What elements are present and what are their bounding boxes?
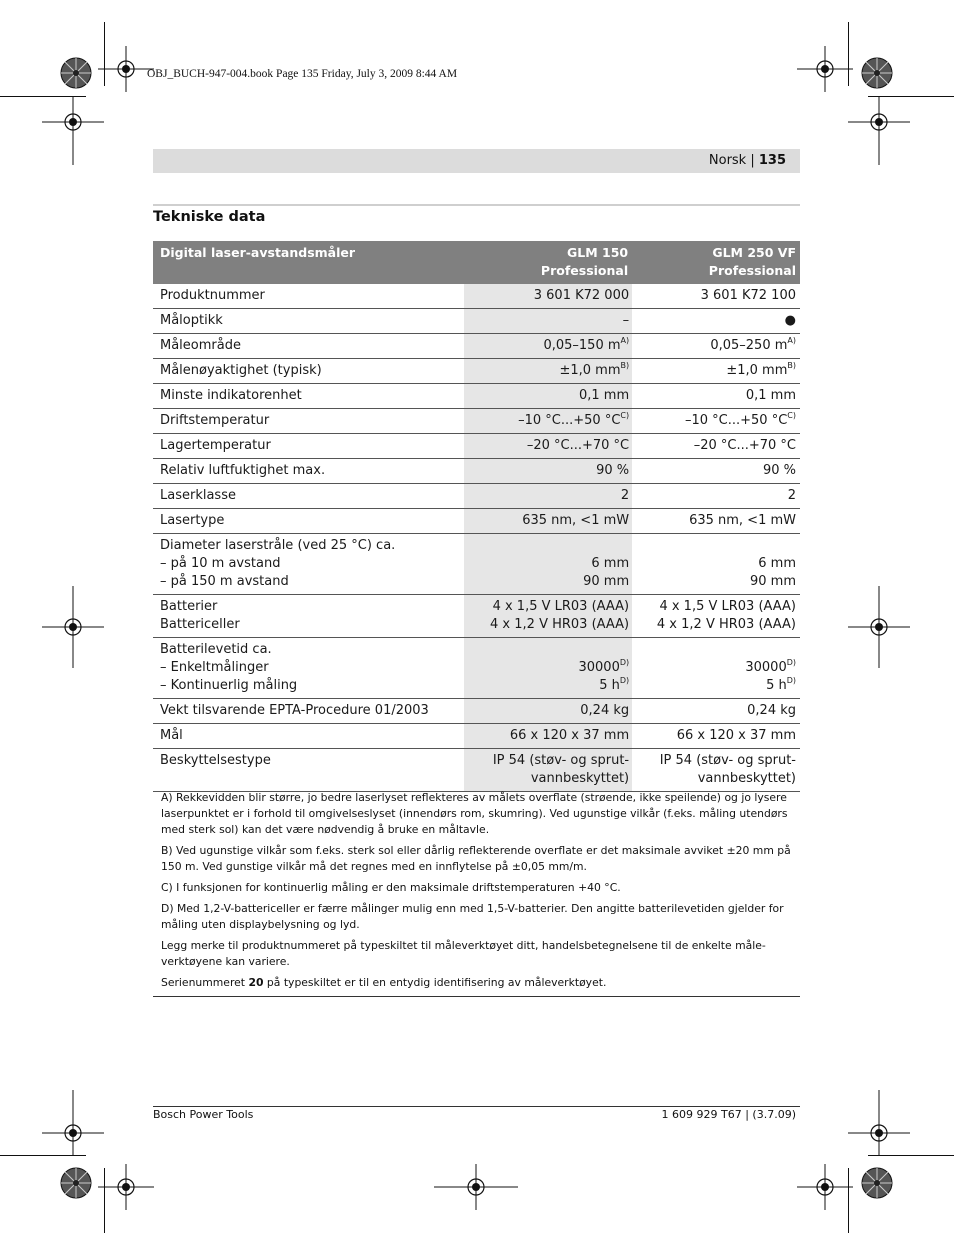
registration-mark-icon bbox=[434, 1164, 518, 1210]
value-glm250vf: 66 x 120 x 37 mm bbox=[632, 724, 800, 749]
value-glm250vf: 6 mm 90 mm bbox=[632, 534, 800, 595]
row-label: Batterier Battericeller bbox=[153, 595, 464, 638]
table-row bbox=[153, 359, 800, 384]
row-label: Mål bbox=[153, 724, 464, 749]
registration-mark-icon bbox=[98, 1164, 154, 1210]
value-glm150: 3 601 K72 000 bbox=[464, 284, 632, 309]
section-title: Tekniske data bbox=[153, 209, 266, 225]
spec-table-body bbox=[153, 284, 800, 792]
registration-mark-icon bbox=[848, 586, 910, 668]
value-glm250vf: 0,05–250 $m^{A)}$ bbox=[632, 334, 800, 359]
value-glm250vf: 3 601 K72 100 bbox=[632, 284, 800, 309]
registration-mark-icon bbox=[797, 1164, 853, 1210]
product-number-note: Legg merke til produktnummeret på typeskiltet til måleverktøyet ditt, handelsbetegnelsene til de enkelte måle-verktøyene kan variere. bbox=[161, 939, 766, 968]
value-glm150: 0,24 kg bbox=[464, 699, 632, 724]
serial-number-note: Serienummeret 20 på typeskiltet er til en entydig identifisering av måleverktøyet. bbox=[161, 976, 607, 989]
spec-table-header bbox=[153, 241, 800, 284]
footnote-a: A) Rekkevidden blir større, jo bedre laserlyset reflekteres av målets overflate (strøende, ikke speilende) og jo lysere laserpunktet er i forhold til omgivelseslyset (innendørs rom, skumring). Ved ugunstige vilkår (f.eks. måling utendørs med sterk sol) kan det være nødvendig å bruke en måltavle. bbox=[161, 791, 788, 836]
footer-brand: Bosch Power Tools bbox=[153, 1108, 254, 1121]
row-label: Lasertype bbox=[153, 509, 464, 534]
page-number: 135 bbox=[758, 153, 786, 168]
value-glm150: ±1,0 $mm^{B)}$ bbox=[464, 359, 632, 384]
registration-mark-icon bbox=[42, 97, 104, 165]
table-row bbox=[153, 749, 800, 792]
color-target-icon bbox=[60, 57, 92, 89]
value-glm150: 0,05–150 $m^{A)}$ bbox=[464, 334, 632, 359]
table-row bbox=[153, 699, 800, 724]
value-glm150: –10 °C...+50 $^\circ C^{C)}$ bbox=[464, 409, 632, 434]
table-row bbox=[153, 595, 800, 638]
footnote-d: D) Med 1,2-V-battericeller er færre målinger mulig enn med 1,5-V-batterier. Den angitte batterilevetiden gjelder for måling uten displaybelysning og lyd. bbox=[161, 902, 784, 931]
value-glm150: 2 bbox=[464, 484, 632, 509]
value-glm150: 6 mm 90 mm bbox=[464, 534, 632, 595]
row-label: Batterilevetid ca. – Enkeltmålinger – Kontinuerlig måling bbox=[153, 638, 464, 699]
row-label: Driftstemperatur bbox=[153, 409, 464, 434]
value-glm250vf: 0,1 mm bbox=[632, 384, 800, 409]
table-row bbox=[153, 409, 800, 434]
page-header-text bbox=[709, 153, 786, 168]
footnote-b: B) Ved ugunstige vilkår som f.eks. sterk sol eller dårlig reflekterende overflate er det maksimale avviket ±20 mm på 150 m. Ved gunstige vilkår må det regnes med en innflytelse på ±0,05 mm/m. bbox=[161, 844, 791, 873]
row-label: Beskyttelsestype bbox=[153, 749, 464, 792]
value-glm250vf: ±1,0 $mm^{B)}$ bbox=[632, 359, 800, 384]
header-product: Digital laser-avstandsmåler bbox=[153, 241, 464, 284]
color-target-icon bbox=[60, 1167, 92, 1199]
registration-mark-icon bbox=[848, 1090, 910, 1156]
footnotes bbox=[161, 790, 797, 996]
value-glm150: – bbox=[464, 309, 632, 334]
section-rule bbox=[153, 204, 800, 206]
value-glm250vf: 0,24 kg bbox=[632, 699, 800, 724]
value-glm250vf: ● bbox=[632, 309, 800, 334]
table-row bbox=[153, 384, 800, 409]
notes-bottom-rule bbox=[153, 996, 800, 997]
table-row bbox=[153, 484, 800, 509]
value-glm150: 66 x 120 x 37 mm bbox=[464, 724, 632, 749]
table-row bbox=[153, 334, 800, 359]
registration-mark-icon bbox=[797, 46, 853, 92]
value-glm250vf: 635 nm, <1 mW bbox=[632, 509, 800, 534]
table-row bbox=[153, 459, 800, 484]
value-glm250vf: –10 °C...+50 $^\circ C^{C)}$ bbox=[632, 409, 800, 434]
table-row bbox=[153, 434, 800, 459]
header-language: Norsk | bbox=[708, 153, 759, 168]
value-glm150: 90 % bbox=[464, 459, 632, 484]
page-header bbox=[153, 149, 800, 173]
header-glm150: GLM 150 Professional bbox=[464, 241, 632, 284]
row-label: Laserklasse bbox=[153, 484, 464, 509]
table-row bbox=[153, 534, 800, 595]
color-target-icon bbox=[861, 1167, 893, 1199]
row-label: Diameter laserstråle (ved 25 °C) ca. – på 10 m avstand – på 150 m avstand bbox=[153, 534, 464, 595]
registration-mark-icon bbox=[42, 1090, 104, 1156]
registration-mark-icon bbox=[98, 46, 154, 92]
value-glm150: 0,1 mm bbox=[464, 384, 632, 409]
print-info: OBJ_BUCH-947-004.book Page 135 Friday, July 3, 2009 8:44 AM bbox=[147, 68, 458, 80]
registration-mark-icon bbox=[848, 97, 910, 165]
value-glm150: 635 nm, <1 mW bbox=[464, 509, 632, 534]
table-row bbox=[153, 309, 800, 334]
footnote-c: C) I funksjonen for kontinuerlig måling er den maksimale driftstemperaturen +40 °C. bbox=[161, 881, 621, 894]
value-glm250vf: 2 bbox=[632, 484, 800, 509]
row-label: Relativ luftfuktighet max. bbox=[153, 459, 464, 484]
header-glm250vf: GLM 250 VF Professional bbox=[632, 241, 800, 284]
row-label: Vekt tilsvarende EPTA-Procedure 01/2003 bbox=[153, 699, 464, 724]
table-row bbox=[153, 724, 800, 749]
table-row bbox=[153, 284, 800, 309]
footer-rule bbox=[153, 1106, 800, 1107]
value-glm250vf: $30000^{D)}$ 5 $h^{D)}$ bbox=[632, 638, 800, 699]
color-target-icon bbox=[861, 57, 893, 89]
value-glm250vf: 4 x 1,5 V LR03 (AAA) 4 x 1,2 V HR03 (AAA) bbox=[632, 595, 800, 638]
row-label: Målenøyaktighet (typisk) bbox=[153, 359, 464, 384]
spec-table bbox=[153, 241, 800, 792]
row-label: Lagertemperatur bbox=[153, 434, 464, 459]
table-row bbox=[153, 638, 800, 699]
row-label: Måleområde bbox=[153, 334, 464, 359]
value-glm250vf: IP 54 (støv- og sprut- vannbeskyttet) bbox=[632, 749, 800, 792]
registration-mark-icon bbox=[42, 586, 104, 668]
footer-document-id: 1 609 929 T67 | (3.7.09) bbox=[661, 1108, 796, 1121]
value-glm150: –20 °C...+70 °C bbox=[464, 434, 632, 459]
value-glm250vf: –20 °C...+70 °C bbox=[632, 434, 800, 459]
row-label: Produktnummer bbox=[153, 284, 464, 309]
row-label: Måloptikk bbox=[153, 309, 464, 334]
value-glm150: 4 x 1,5 V LR03 (AAA) 4 x 1,2 V HR03 (AAA) bbox=[464, 595, 632, 638]
table-row bbox=[153, 509, 800, 534]
value-glm150: $30000^{D)}$ 5 $h^{D)}$ bbox=[464, 638, 632, 699]
value-glm250vf: 90 % bbox=[632, 459, 800, 484]
value-glm150: IP 54 (støv- og sprut- vannbeskyttet) bbox=[464, 749, 632, 792]
row-label: Minste indikatorenhet bbox=[153, 384, 464, 409]
